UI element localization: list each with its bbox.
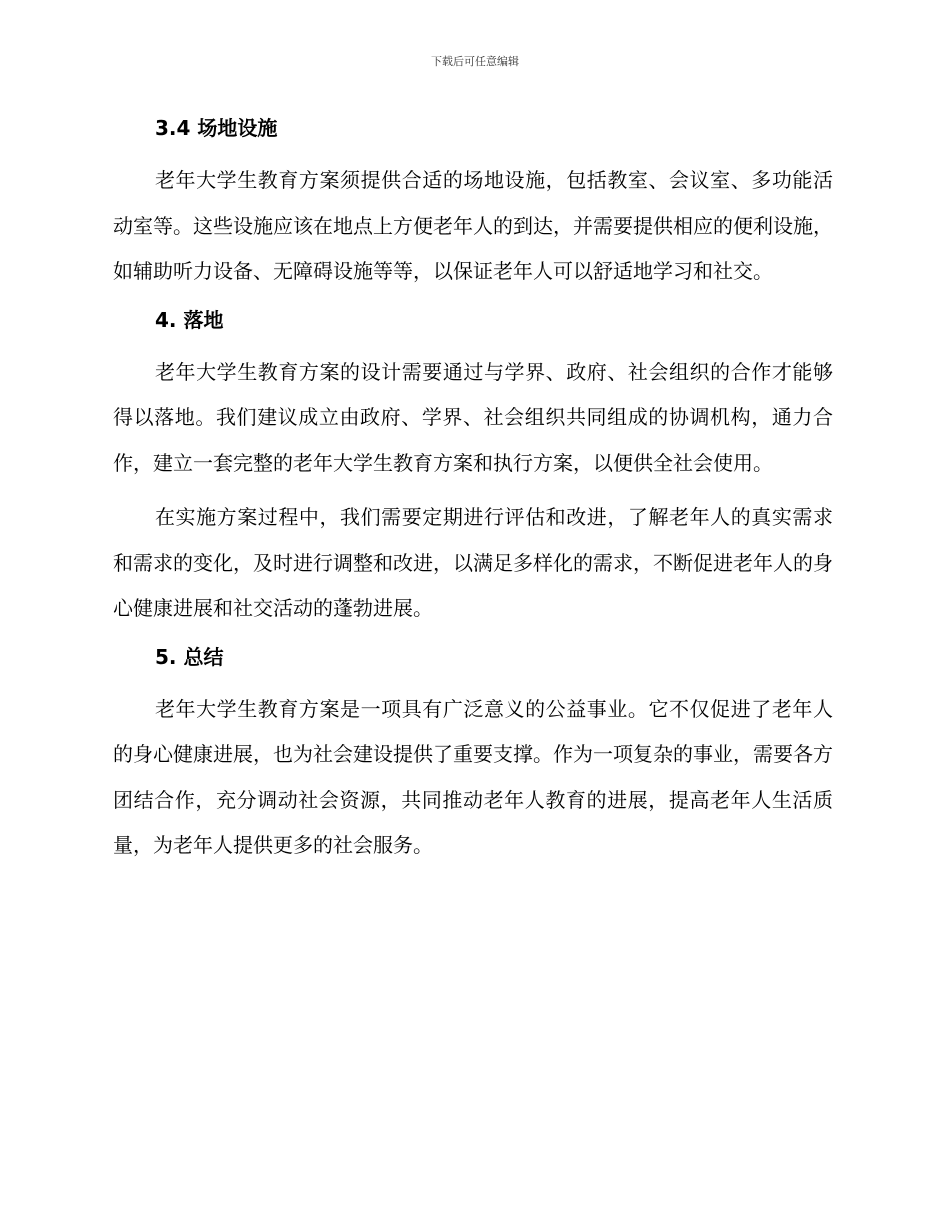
paragraph-summary: 老年大学生教育方案是一项具有广泛意义的公益事业。它不仅促进了老年人的身心健康进展，也为社会建设提供了重要支撑。作为一项复杂的事业，需要各方团结合作，充分调动社会资源，共同推动老年人教育的进展，提高老年人生活质量，为老年人提供更多的社会服务。 bbox=[113, 696, 833, 857]
section-heading-summary: 5. 总结 bbox=[155, 644, 224, 669]
page-header: 下载后可任意编辑 bbox=[431, 55, 519, 68]
section-heading-facilities: 3.4 场地设施 bbox=[155, 116, 278, 140]
paragraph-landing-2: 在实施方案过程中，我们需要定期进行评估和改进，了解老年人的真实需求和需求的变化，及时进行调整和改进，以满足多样化的需求，不断促进老年人的身心健康进展和社交活动的蓬勃进展。 bbox=[113, 505, 833, 620]
document-body bbox=[113, 112, 833, 869]
paragraph-facilities: 老年大学生教育方案须提供合适的场地设施，包括教室、会议室、多功能活动室等。这些设施应该在地点上方便老年人的到达，并需要提供相应的便利设施，如辅助听力设备、无障碍设施等等，以保证老年人可以舒适地学习和社交。 bbox=[113, 168, 833, 283]
section-heading-landing: 4. 落地 bbox=[155, 307, 224, 332]
paragraph-landing-1: 老年大学生教育方案的设计需要通过与学界、政府、社会组织的合作才能够得以落地。我们建议成立由政府、学界、社会组织共同组成的协调机构，通力合作，建立一套完整的老年大学生教育方案和执行方案，以便供全社会使用。 bbox=[113, 359, 833, 475]
